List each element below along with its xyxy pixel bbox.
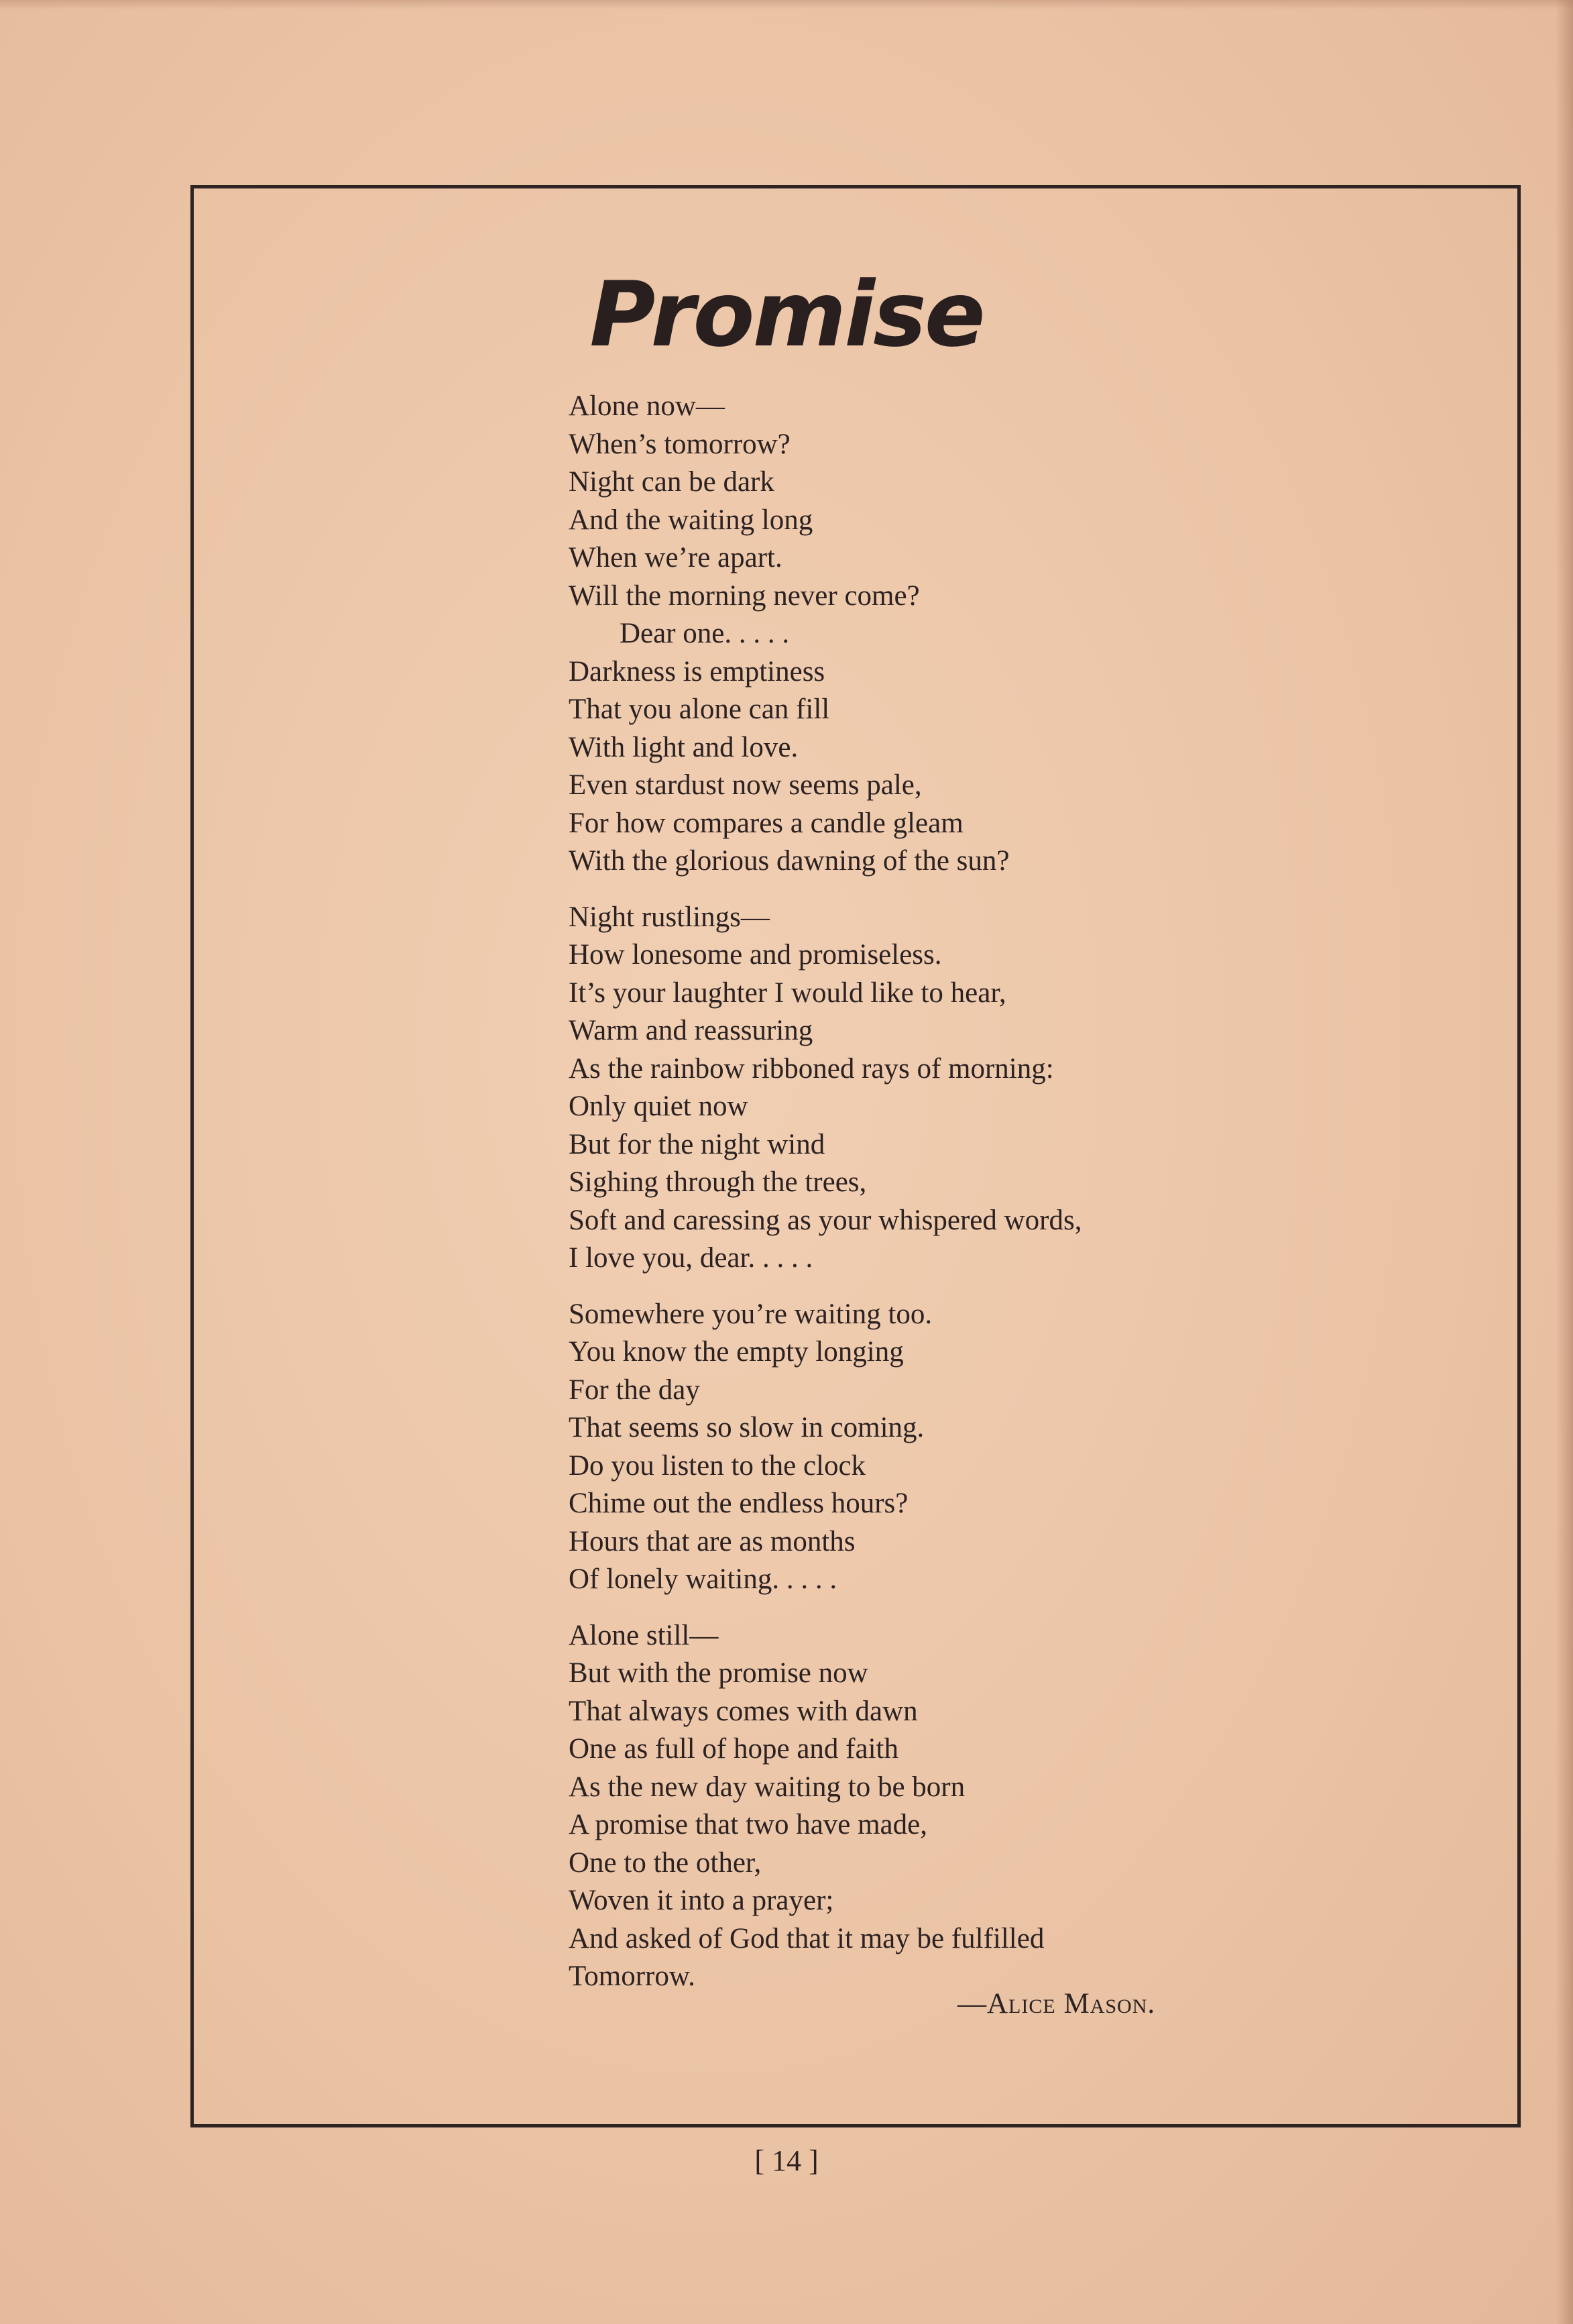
poem-line: Alone now— [569, 390, 725, 422]
poem-line: For how compares a candle gleam [569, 807, 964, 839]
poem-line: Sighing through the trees, [569, 1166, 867, 1198]
poem-line: But for the night wind [569, 1128, 825, 1160]
poem-line: A promise that two have made, [569, 1809, 927, 1840]
poem-line: Woven it into a prayer; [569, 1885, 834, 1916]
page-top-shadow [0, 0, 1573, 9]
stanza-4 [569, 1617, 1440, 1996]
poem-line: One as full of hope and faith [569, 1733, 898, 1765]
poem-line: I love you, dear. . . . . [569, 1242, 813, 1274]
stanza-1 [569, 388, 1440, 881]
poem-line: For the day [569, 1374, 700, 1406]
poem-line: When’s tomorrow? [569, 428, 791, 460]
poem-line: Alone still— [569, 1619, 719, 1651]
poem-line: As the rainbow ribboned rays of morning: [569, 1052, 1054, 1085]
poem-line: Will the morning never come? [569, 579, 920, 612]
poem-line: One to the other, [569, 1846, 762, 1879]
poem-line: Warm and reassuring [569, 1015, 813, 1046]
poem-body [569, 388, 1440, 2014]
poem-line: Dear one. . . . . [620, 618, 790, 649]
poem-line: Soft and caressing as your whispered words, [569, 1204, 1082, 1236]
page-number: [ 14 ] [754, 2144, 819, 2177]
author-credit: —Alice Mason. [957, 1988, 1156, 2019]
poem-line: With the glorious dawning of the sun? [569, 845, 1010, 877]
poem-line: Tomorrow. [569, 1960, 695, 1992]
stanza-2 [569, 899, 1440, 1278]
poem-line: It’s your laughter I would like to hear, [569, 977, 1006, 1009]
poem-line: Even stardust now seems pale, [569, 769, 922, 801]
poem-line: Somewhere you’re waiting too. [569, 1298, 933, 1330]
poem-line: You know the empty longing [569, 1336, 904, 1368]
poem-line: How lonesome and promiseless. [569, 939, 942, 971]
poem-line: Darkness is emptiness [569, 655, 825, 687]
poem-line: Chime out the endless hours? [569, 1488, 909, 1519]
poem-line: That seems so slow in coming. [569, 1412, 925, 1443]
poem-line: That always comes with dawn [569, 1695, 918, 1727]
poem-line: Night rustlings— [569, 901, 770, 933]
poem-line: As the new day waiting to be born [569, 1771, 966, 1803]
poem-line: Do you listen to the clock [569, 1449, 866, 1482]
poem-title: Promise [589, 262, 984, 367]
stanza-3 [569, 1296, 1440, 1599]
poem-line: And the waiting long [569, 504, 813, 536]
poem-line: With light and love. [569, 731, 799, 763]
poem-line: Night can be dark [569, 466, 774, 498]
poem-line: When we’re apart. [569, 542, 782, 573]
poem-line: And asked of God that it may be fulfilled [569, 1922, 1045, 1954]
poem-line: Only quiet now [569, 1091, 748, 1122]
poem-line: Hours that are as months [569, 1525, 856, 1557]
poem-line: That you alone can fill [569, 694, 830, 725]
poem-line: But with the promise now [569, 1657, 868, 1689]
poem-line: Of lonely waiting. . . . . [569, 1563, 837, 1595]
